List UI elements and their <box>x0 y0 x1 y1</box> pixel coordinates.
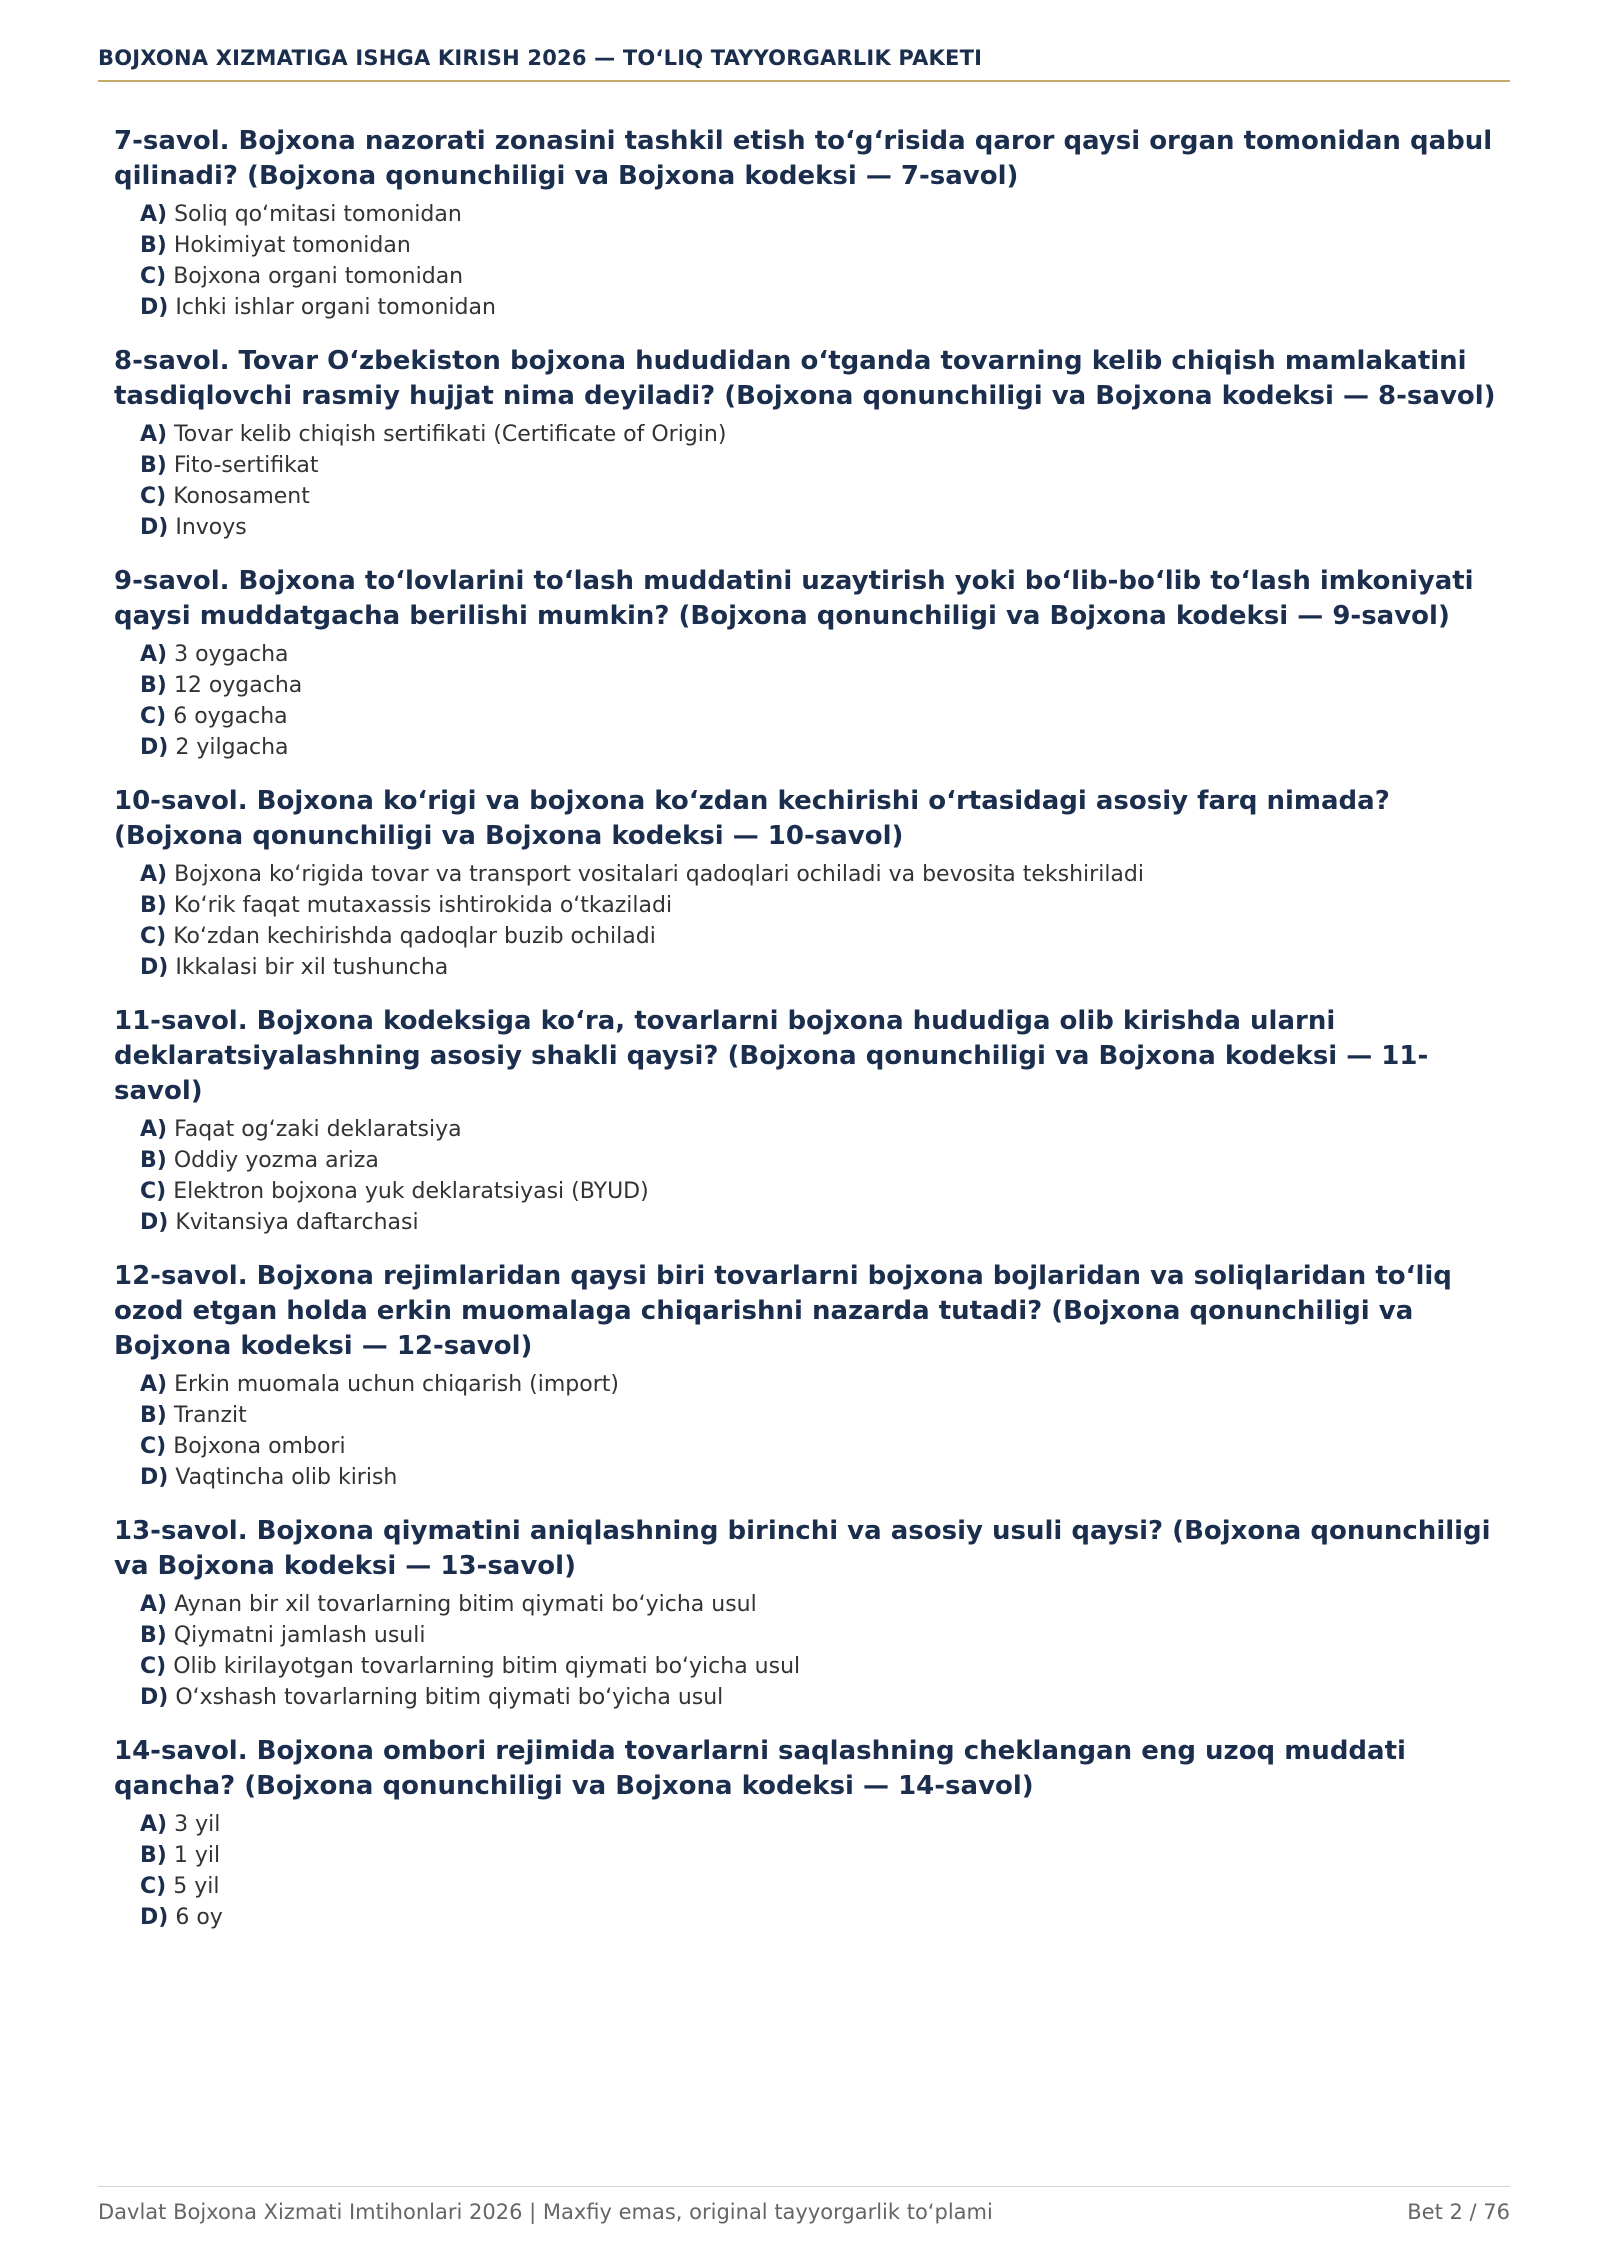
option-text: Invoys <box>175 515 247 540</box>
option-letter: C) <box>140 264 167 289</box>
answer-options <box>114 1114 1514 1238</box>
answer-option <box>140 1431 1514 1462</box>
option-letter: B) <box>140 1623 167 1648</box>
option-letter: C) <box>140 704 167 729</box>
answer-option <box>140 732 1514 763</box>
option-text: Soliq qo‘mitasi tomonidan <box>174 202 462 227</box>
option-letter: D) <box>140 1465 169 1490</box>
answer-options <box>114 1369 1514 1493</box>
question-block <box>114 344 1514 543</box>
option-text: Fito-sertifikat <box>173 453 319 478</box>
option-text: Bojxona ombori <box>173 1434 346 1459</box>
option-letter: A) <box>140 642 168 667</box>
answer-option <box>140 1809 1514 1840</box>
option-text: Ikkalasi bir xil tushuncha <box>175 955 449 980</box>
option-text: 12 oygacha <box>173 673 303 698</box>
answer-option <box>140 1400 1514 1431</box>
option-text: Ichki ishlar organi tomonidan <box>175 295 496 320</box>
question-block <box>114 1734 1514 1933</box>
option-letter: C) <box>140 924 167 949</box>
option-text: Hokimiyat tomonidan <box>173 233 411 258</box>
option-letter: C) <box>140 1179 167 1204</box>
option-text: Ko‘zdan kechirishda qadoqlar buzib ochiladi <box>173 924 656 949</box>
answer-option <box>140 1620 1514 1651</box>
answer-option <box>140 921 1514 952</box>
option-letter: A) <box>140 1812 168 1837</box>
option-text: Qiymatni jamlash usuli <box>173 1623 426 1648</box>
answer-option <box>140 1871 1514 1902</box>
option-letter: D) <box>140 1685 169 1710</box>
question-block <box>114 124 1514 323</box>
question-text: 11-savol. Bojxona kodeksiga ko‘ra, tovarlarni bojxona hududiga olib kirishda ularni deklaratsiyalashning asosiy shakli qaysi? (Bojxona qonunchiligi va Bojxona kodeksi — 11-savol) <box>114 1006 1429 1106</box>
option-text: 1 yil <box>173 1843 221 1868</box>
question-text: 8-savol. Tovar O‘zbekiston bojxona hududidan o‘tganda tovarning kelib chiqish mamlakatini tasdiqlovchi rasmiy hujjat nima deyiladi? (Bojxona qonunchiligi va Bojxona kodeksi — 8-savol) <box>114 346 1496 411</box>
option-text: Erkin muomala uchun chiqarish (import) <box>174 1372 619 1397</box>
option-letter: B) <box>140 1843 167 1868</box>
answer-option <box>140 639 1514 670</box>
option-text: Faqat og‘zaki deklaratsiya <box>174 1117 462 1142</box>
answer-option <box>140 1114 1514 1145</box>
option-letter: D) <box>140 1210 169 1235</box>
option-text: Tranzit <box>173 1403 247 1428</box>
option-text: 2 yilgacha <box>175 735 289 760</box>
option-letter: A) <box>140 202 168 227</box>
option-text: Vaqtincha olib kirish <box>175 1465 398 1490</box>
option-text: 6 oy <box>175 1905 223 1930</box>
option-text: Elektron bojxona yuk deklaratsiyasi (BYUD) <box>173 1179 649 1204</box>
option-text: 6 oygacha <box>173 704 288 729</box>
option-letter: D) <box>140 735 169 760</box>
answer-option <box>140 261 1514 292</box>
option-letter: A) <box>140 1372 168 1397</box>
option-text: Konosament <box>173 484 310 509</box>
answer-option <box>140 890 1514 921</box>
answer-option <box>140 292 1514 323</box>
answer-option <box>140 1682 1514 1713</box>
page-number: Bet 2 / 76 <box>1407 2200 1510 2224</box>
option-text: Bojxona organi tomonidan <box>173 264 464 289</box>
option-letter: B) <box>140 673 167 698</box>
answer-option <box>140 419 1514 450</box>
answer-option <box>140 1902 1514 1933</box>
option-letter: C) <box>140 484 167 509</box>
question-list <box>114 124 1514 1954</box>
option-letter: A) <box>140 1117 168 1142</box>
question-text: 7-savol. Bojxona nazorati zonasini tashkil etish to‘g‘risida qaror qaysi organ tomonidan qabul qilinadi? (Bojxona qonunchiligi va Bojxona kodeksi — 7-savol) <box>114 126 1493 191</box>
question-block <box>114 1259 1514 1493</box>
answer-option <box>140 1369 1514 1400</box>
option-letter: B) <box>140 453 167 478</box>
answer-option <box>140 512 1514 543</box>
answer-option <box>140 670 1514 701</box>
option-letter: C) <box>140 1434 167 1459</box>
option-text: Tovar kelib chiqish sertifikati (Certificate of Origin) <box>174 422 727 447</box>
answer-options <box>114 199 1514 323</box>
option-letter: C) <box>140 1654 167 1679</box>
answer-options <box>114 419 1514 543</box>
option-letter: B) <box>140 1148 167 1173</box>
option-letter: B) <box>140 1403 167 1428</box>
answer-option <box>140 701 1514 732</box>
option-text: Oddiy yozma ariza <box>173 1148 379 1173</box>
answer-option <box>140 1840 1514 1871</box>
question-text: 10-savol. Bojxona ko‘rigi va bojxona ko‘zdan kechirishi o‘rtasidagi asosiy farq nimada? (Bojxona qonunchiligi va Bojxona kodeksi — 10-savol) <box>114 786 1390 851</box>
footer-text: Davlat Bojxona Xizmati Imtihonlari 2026 | Maxfiy emas, original tayyorgarlik to‘plami <box>98 2200 993 2224</box>
answer-options <box>114 639 1514 763</box>
option-text: Olib kirilayotgan tovarlarning bitim qiymati bo‘yicha usul <box>173 1654 801 1679</box>
answer-option <box>140 199 1514 230</box>
option-text: 5 yil <box>173 1874 220 1899</box>
option-letter: B) <box>140 233 167 258</box>
option-letter: B) <box>140 893 167 918</box>
question-block <box>114 1004 1514 1238</box>
question-text: 12-savol. Bojxona rejimlaridan qaysi biri tovarlarni bojxona bojlaridan va soliqlaridan to‘liq ozod etgan holda erkin muomalaga chiqarishni nazarda tutadi? (Bojxona qonunchiligi va Bojxona kodeksi — 12-savol) <box>114 1261 1452 1361</box>
option-letter: D) <box>140 955 169 980</box>
answer-option <box>140 230 1514 261</box>
answer-option <box>140 1651 1514 1682</box>
question-text: 13-savol. Bojxona qiymatini aniqlashning birinchi va asosiy usuli qaysi? (Bojxona qonunchiligi va Bojxona kodeksi — 13-savol) <box>114 1516 1491 1581</box>
answer-option <box>140 1589 1514 1620</box>
option-text: Bojxona ko‘rigida tovar va transport vositalari qadoqlari ochiladi va bevosita tekshiriladi <box>174 862 1144 887</box>
answer-option <box>140 952 1514 983</box>
option-letter: A) <box>140 422 168 447</box>
footer-divider <box>98 2186 1510 2187</box>
option-letter: D) <box>140 515 169 540</box>
option-letter: D) <box>140 295 169 320</box>
answer-options <box>114 859 1514 983</box>
header-divider <box>98 80 1510 82</box>
option-text: O‘xshash tovarlarning bitim qiymati bo‘yicha usul <box>175 1685 724 1710</box>
option-text: 3 oygacha <box>174 642 289 667</box>
option-text: Ko‘rik faqat mutaxassis ishtirokida o‘tkaziladi <box>173 893 673 918</box>
option-letter: D) <box>140 1905 169 1930</box>
option-letter: A) <box>140 862 168 887</box>
option-letter: C) <box>140 1874 167 1899</box>
answer-options <box>114 1809 1514 1933</box>
answer-options <box>114 1589 1514 1713</box>
question-block <box>114 784 1514 983</box>
option-text: Aynan bir xil tovarlarning bitim qiymati bo‘yicha usul <box>174 1592 757 1617</box>
answer-option <box>140 481 1514 512</box>
answer-option <box>140 450 1514 481</box>
answer-option <box>140 1176 1514 1207</box>
answer-option <box>140 859 1514 890</box>
page-header-title: BOJXONA XIZMATIGA ISHGA KIRISH 2026 — TO‘LIQ TAYYORGARLIK PAKETI <box>98 46 983 70</box>
question-block <box>114 564 1514 763</box>
option-letter: A) <box>140 1592 168 1617</box>
question-block <box>114 1514 1514 1713</box>
question-text: 9-savol. Bojxona to‘lovlarini to‘lash muddatini uzaytirish yoki bo‘lib-bo‘lib to‘lash imkoniyati qaysi muddatgacha berilishi mumkin? (Bojxona qonunchiligi va Bojxona kodeksi — 9-savol) <box>114 566 1474 631</box>
question-text: 14-savol. Bojxona ombori rejimida tovarlarni saqlashning cheklangan eng uzoq muddati qancha? (Bojxona qonunchiligi va Bojxona kodeksi — 14-savol) <box>114 1736 1406 1801</box>
option-text: Kvitansiya daftarchasi <box>175 1210 419 1235</box>
answer-option <box>140 1462 1514 1493</box>
answer-option <box>140 1145 1514 1176</box>
option-text: 3 yil <box>174 1812 221 1837</box>
answer-option <box>140 1207 1514 1238</box>
